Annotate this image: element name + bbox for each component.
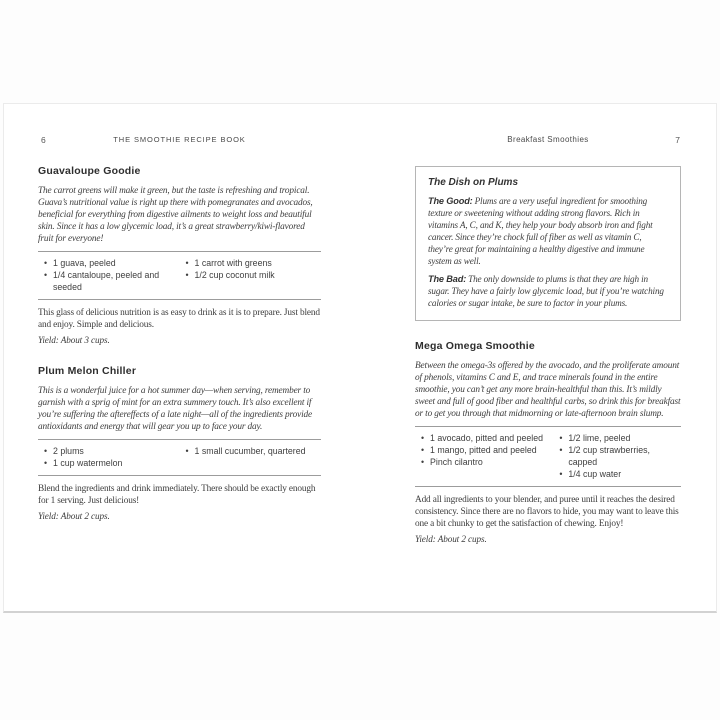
sidebar-section-text: Plums are a very useful ingredient for smoothing texture or sweetening without adding strong flavors. Rich in vitamins A, C, and K, they help your body absorb iron and fight cancer. Since they’re chock full of fiber as well as vitamin C, they’re great for maintaining a healthy digestive and immune system as well.: [428, 196, 653, 266]
sidebar-box-title: The Dish on Plums: [428, 177, 519, 188]
ingredients-list: [38, 251, 321, 300]
ingredient-item: • 1/2 cup strawberries, capped: [553, 444, 681, 468]
ingredient-item: • 1 guava, peeled: [38, 257, 180, 269]
ingredients-list: [38, 439, 321, 476]
ingredient-item: • 1 carrot with greens: [180, 257, 322, 269]
chapter-title: Breakfast Smoothies: [507, 135, 589, 144]
recipe-intro: This is a wonderful juice for a hot summer day—when serving, remember to garnish with a sprig of mint for an extra summery touch. It’s also excellent if you’re suffering the aftereffects of a late night—all of the ingredients provide antioxidants and energy that will gear you up to face your day.: [38, 386, 313, 432]
book-title: THE SMOOTHIE RECIPE BOOK: [113, 135, 246, 144]
recipe-yield: Yield: About 2 cups.: [415, 534, 487, 544]
book-page-spread: [3, 103, 717, 613]
recipe-intro: Between the omega-3s offered by the avocado, and the proliferate amount of phenols, vitamins C and E, and trace minerals found in the entire smoothie, you can’t get any more brain-healthful than this. It’s mildly sweet and full of good fiber and healthful carbs, so drink this for breakfast or to get you through that midmorning or late-afternoon brain slump.: [415, 361, 681, 419]
recipe-mega-omega-smoothie: [415, 340, 681, 545]
sidebar-section-text: The only downside to plums is that they are high in sugar. They have a fairly low glycemic load, but if you’re watching calories or sugar intake, be sure to factor in your plums.: [428, 274, 664, 308]
page-number-left: 6: [41, 135, 46, 145]
ingredient-item: • 1 mango, pitted and peeled: [415, 444, 553, 456]
ingredients-column-1: [38, 257, 180, 293]
recipe-yield: Yield: About 3 cups.: [38, 335, 110, 345]
ingredient-item: • 1 cup watermelon: [38, 457, 180, 469]
recipe-intro: The carrot greens will make it green, but the taste is refreshing and tropical. Guava’s nutritional value is right up there with pomegranates and avocados, beneficial for everything from digestive ailments to weight loss and beautiful skin. Since it has a low glycemic load, it’s a great strawberry/kiwi-flavored fruit for everyone!: [38, 186, 313, 244]
recipe-title: Plum Melon Chiller: [38, 365, 137, 377]
ingredients-column-1: [415, 432, 553, 480]
running-header-right: [415, 134, 681, 146]
sidebar-box-dish-on-plums: [415, 166, 681, 321]
ingredient-item: • 1/2 cup coconut milk: [180, 269, 322, 281]
page-number-right: 7: [675, 135, 680, 145]
recipe-title: Mega Omega Smoothie: [415, 340, 535, 352]
sidebar-section-label: The Good:: [428, 196, 473, 206]
ingredient-item: • 1/4 cantaloupe, peeled and seeded: [38, 269, 180, 293]
page-right: [415, 104, 681, 611]
recipe-directions: This glass of delicious nutrition is as easy to drink as it is to prepare. Just blend and enjoy. Simple and delicious.: [38, 308, 320, 330]
ingredient-item: • 1 avocado, pitted and peeled: [415, 432, 553, 444]
recipe-directions: Add all ingredients to your blender, and puree until it reaches the desired consistency. Since there are no flavors to hide, you may want to leave this one a bit chunky to get the satisfaction of chewing. Enjoy!: [415, 495, 679, 529]
ingredient-item: • 1/4 cup water: [553, 468, 681, 480]
recipe-title: Guavaloupe Goodie: [38, 165, 141, 177]
sidebar-section-bad: [428, 273, 668, 309]
ingredient-item: • 2 plums: [38, 445, 180, 457]
ingredient-item: • 1/2 lime, peeled: [553, 432, 681, 444]
running-header-left: [38, 134, 321, 146]
recipe-guavaloupe-goodie: [38, 165, 321, 346]
page-left: [38, 104, 321, 611]
recipe-directions: Blend the ingredients and drink immediately. There should be exactly enough for 1 serving. Just delicious!: [38, 484, 316, 506]
ingredient-item: • Pinch cilantro: [415, 456, 553, 468]
sidebar-section-good: [428, 195, 668, 267]
ingredients-column-1: [38, 445, 180, 469]
ingredients-column-2: [553, 432, 681, 480]
recipe-plum-melon-chiller: [38, 365, 321, 522]
recipe-yield: Yield: About 2 cups.: [38, 511, 110, 521]
ingredients-column-2: [180, 445, 322, 469]
ingredient-item: • 1 small cucumber, quartered: [180, 445, 322, 457]
sidebar-section-label: The Bad:: [428, 274, 467, 284]
ingredients-column-2: [180, 257, 322, 293]
ingredients-list: [415, 426, 681, 487]
